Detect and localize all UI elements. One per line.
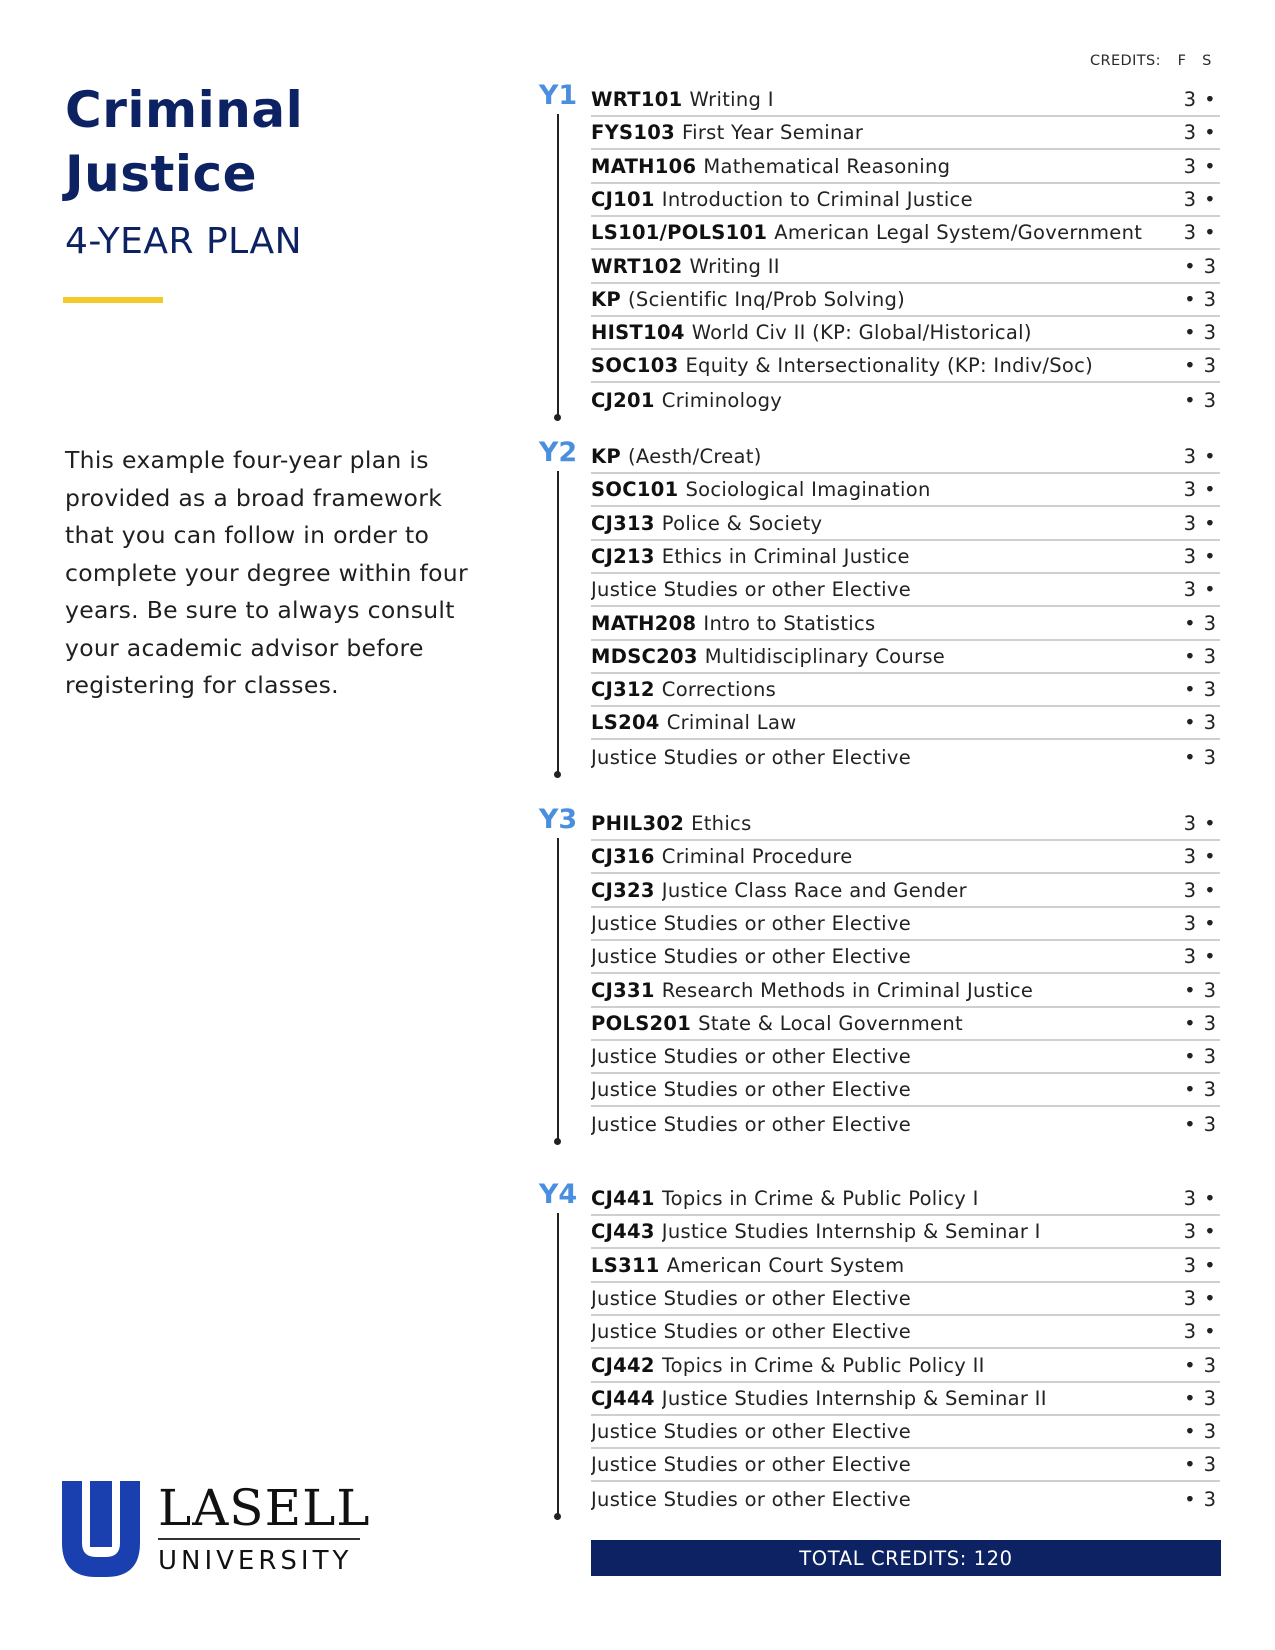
course-name: Sociological Imagination <box>685 478 931 502</box>
course-name: Criminology <box>661 388 783 412</box>
course-name: Topics in Crime & Public Policy I <box>661 1187 979 1210</box>
course-name: Justice Studies or other Elective <box>591 945 912 969</box>
course-row <box>591 317 1220 350</box>
spring-credits: • <box>1204 1220 1216 1244</box>
spring-credits: 3 <box>1203 1487 1217 1511</box>
course-row <box>591 707 1220 740</box>
timeline-line <box>557 838 559 1142</box>
page-subtitle: 4-YEAR PLAN <box>65 221 303 262</box>
spring-credits: • <box>1204 1253 1216 1277</box>
spring-credits: 3 <box>1203 388 1217 412</box>
spring-credits: 3 <box>1203 1078 1217 1102</box>
fall-credits: • <box>1184 611 1196 635</box>
course-code: PHIL302 <box>591 812 685 835</box>
course-name: Police & Society <box>661 511 823 535</box>
course-name: Justice Studies or other Elective <box>591 911 912 935</box>
course-name: American Legal System/Government <box>774 221 1143 245</box>
fall-credits: • <box>1184 678 1196 702</box>
course-code: CJ201 <box>591 388 655 412</box>
course-name: Research Methods in Criminal Justice <box>661 978 1034 1002</box>
course-code: CJ312 <box>591 678 655 702</box>
course-row <box>591 251 1220 284</box>
fall-credits: 3 <box>1183 88 1197 111</box>
course-code: WRT102 <box>591 254 683 278</box>
course-code: KP <box>591 287 622 311</box>
spring-credits: 3 <box>1203 1045 1217 1069</box>
course-code: CJ101 <box>591 187 655 211</box>
spring-credits: • <box>1204 1320 1216 1344</box>
fall-credits: • <box>1184 354 1196 378</box>
fall-credits: 3 <box>1183 945 1197 969</box>
course-row <box>591 941 1220 974</box>
course-row <box>591 975 1220 1008</box>
intro-paragraph: This example four-year plan is provided as a broad framework that you can follow in order to complete your degree within four years. Be sure to always consult your academic advisor before registering for classes. <box>65 446 468 699</box>
course-row <box>591 674 1220 707</box>
course-name: Justice Studies Internship & Seminar I <box>661 1220 1041 1244</box>
spring-credits: 3 <box>1203 611 1217 635</box>
course-row <box>591 608 1220 641</box>
course-row <box>591 1074 1220 1107</box>
credits-header <box>1090 53 1230 69</box>
fall-credits: 3 <box>1183 911 1197 935</box>
course-name: Justice Studies or other Elective <box>591 745 912 769</box>
course-name: Justice Studies or other Elective <box>591 1420 912 1444</box>
spring-credits: 3 <box>1203 254 1217 278</box>
course-row <box>591 808 1220 841</box>
spring-credits: 3 <box>1203 711 1217 735</box>
spring-credits: 3 <box>1203 678 1217 702</box>
course-code: MATH208 <box>591 611 697 635</box>
year-label: Y1 <box>538 80 578 111</box>
course-row <box>591 1383 1220 1416</box>
logo-subtext: UNIVERSITY <box>158 1546 353 1576</box>
spring-credits: 3 <box>1203 287 1217 311</box>
fall-credits: 3 <box>1183 221 1197 245</box>
course-name: State & Local Government <box>698 1011 963 1035</box>
spring-credits: 3 <box>1203 1112 1217 1136</box>
spring-credits: • <box>1204 187 1216 211</box>
course-row <box>591 474 1220 507</box>
course-row <box>591 1483 1220 1516</box>
course-row <box>591 151 1220 184</box>
course-row <box>591 841 1220 874</box>
fall-credits: 3 <box>1183 187 1197 211</box>
course-name: Justice Studies or other Elective <box>591 1320 912 1344</box>
course-code: SOC101 <box>591 478 679 502</box>
fall-credits: 3 <box>1183 478 1197 502</box>
spring-credits: • <box>1204 544 1216 568</box>
course-row <box>591 574 1220 607</box>
fall-credits: 3 <box>1183 445 1197 468</box>
course-name: Justice Studies or other Elective <box>591 578 912 602</box>
course-row <box>591 1108 1220 1141</box>
fall-credits: 3 <box>1183 121 1197 145</box>
spring-credits: • <box>1204 1286 1216 1310</box>
credits-label: CREDITS: <box>1090 53 1161 69</box>
course-name: Writing II <box>689 254 780 278</box>
spring-credits: 3 <box>1203 354 1217 378</box>
course-name: Intro to Statistics <box>703 611 876 635</box>
spring-credits: • <box>1204 88 1216 111</box>
fall-credits: • <box>1184 1045 1196 1069</box>
course-code: MATH106 <box>591 154 697 178</box>
spring-credits: • <box>1204 845 1216 869</box>
course-code: MDSC203 <box>591 644 698 668</box>
fall-credits: • <box>1184 1420 1196 1444</box>
timeline-line <box>557 114 559 418</box>
course-row <box>591 508 1220 541</box>
course-name: Ethics in Criminal Justice <box>661 544 910 568</box>
course-row <box>591 541 1220 574</box>
total-credits-bar: TOTAL CREDITS: 120 <box>591 1540 1221 1576</box>
course-name: Justice Studies or other Elective <box>591 1078 912 1102</box>
fall-credits: • <box>1184 321 1196 345</box>
spring-credits: 3 <box>1203 1353 1217 1377</box>
fall-credits: • <box>1184 1386 1196 1410</box>
year-label: Y3 <box>538 804 578 835</box>
fall-credits: • <box>1184 254 1196 278</box>
course-row <box>591 117 1220 150</box>
course-row <box>591 1216 1220 1249</box>
fall-credits: • <box>1184 388 1196 412</box>
fall-credits: • <box>1184 978 1196 1002</box>
course-name: Multidisciplinary Course <box>704 644 946 668</box>
course-name: (Scientific Inq/Prob Solving) <box>628 287 906 311</box>
course-code: CJ331 <box>591 978 655 1002</box>
course-name: Justice Studies Internship & Seminar II <box>661 1386 1047 1410</box>
logo-wordmark: LASELL <box>158 1479 371 1537</box>
course-row <box>591 350 1220 383</box>
course-code: WRT101 <box>591 88 683 111</box>
course-code: CJ444 <box>591 1386 655 1410</box>
course-code: CJ313 <box>591 511 655 535</box>
course-code: LS311 <box>591 1253 660 1277</box>
spring-credits: • <box>1204 221 1216 245</box>
course-row <box>591 184 1220 217</box>
spring-credits: 3 <box>1203 978 1217 1002</box>
course-row <box>591 1183 1220 1216</box>
spring-credits: 3 <box>1203 321 1217 345</box>
logo-divider <box>158 1538 360 1540</box>
course-row <box>591 384 1220 417</box>
course-row <box>591 741 1220 774</box>
course-code: SOC103 <box>591 354 679 378</box>
spring-credits: 3 <box>1203 745 1217 769</box>
course-code: CJ213 <box>591 544 655 568</box>
fall-credits: • <box>1184 1112 1196 1136</box>
spring-credits: • <box>1204 1187 1216 1210</box>
course-code: KP <box>591 445 622 468</box>
fall-credits: • <box>1184 287 1196 311</box>
fall-credits: 3 <box>1183 578 1197 602</box>
timeline-dot <box>554 414 561 421</box>
course-name: Equity & Intersectionality (KP: Indiv/Soc) <box>685 354 1094 378</box>
fall-credits: 3 <box>1183 1253 1197 1277</box>
course-row <box>591 217 1220 250</box>
course-code: CJ441 <box>591 1187 655 1210</box>
timeline-dot <box>554 1513 561 1520</box>
course-name: Writing I <box>689 88 774 111</box>
fall-credits: 3 <box>1183 878 1197 902</box>
course-name: (Aesth/Creat) <box>628 445 762 468</box>
course-name: Topics in Crime & Public Policy II <box>661 1353 985 1377</box>
course-code: LS101/POLS101 <box>591 221 768 245</box>
accent-divider <box>63 297 163 303</box>
spring-credits: • <box>1204 154 1216 178</box>
spring-credits: 3 <box>1203 1011 1217 1035</box>
fall-credits: • <box>1184 1011 1196 1035</box>
course-row <box>591 641 1220 674</box>
spring-credits: • <box>1204 511 1216 535</box>
course-name: Justice Studies or other Elective <box>591 1453 912 1477</box>
course-code: LS204 <box>591 711 660 735</box>
course-name: Mathematical Reasoning <box>703 154 951 178</box>
spring-credits: • <box>1204 812 1216 835</box>
course-row <box>591 1041 1220 1074</box>
course-row <box>591 284 1220 317</box>
course-code: CJ443 <box>591 1220 655 1244</box>
fall-credits: • <box>1184 1353 1196 1377</box>
course-row <box>591 1250 1220 1283</box>
course-name: Criminal Procedure <box>661 845 853 869</box>
course-row <box>591 1449 1220 1482</box>
page-title: Criminal Justice <box>65 81 304 203</box>
timeline-line <box>557 1213 559 1517</box>
course-code: FYS103 <box>591 121 675 145</box>
course-code: CJ442 <box>591 1353 655 1377</box>
fall-credits: • <box>1184 644 1196 668</box>
timeline-dot <box>554 771 561 778</box>
fall-credits: 3 <box>1183 1320 1197 1344</box>
spring-credits: • <box>1204 945 1216 969</box>
fall-credits: 3 <box>1183 1220 1197 1244</box>
spring-column-label: S <box>1202 53 1212 69</box>
spring-credits: • <box>1204 478 1216 502</box>
course-row <box>591 441 1220 474</box>
spring-credits: • <box>1204 121 1216 145</box>
fall-credits: 3 <box>1183 845 1197 869</box>
fall-credits: 3 <box>1183 812 1197 835</box>
course-name: Justice Studies or other Elective <box>591 1045 912 1069</box>
spring-credits: • <box>1204 878 1216 902</box>
timeline-dot <box>554 1138 561 1145</box>
course-row <box>591 1283 1220 1316</box>
course-name: American Court System <box>666 1253 905 1277</box>
spring-credits: 3 <box>1203 1453 1217 1477</box>
course-name: Justice Studies or other Elective <box>591 1286 912 1310</box>
course-name: Justice Studies or other Elective <box>591 1487 912 1511</box>
fall-column-label: F <box>1177 53 1187 69</box>
spring-credits: • <box>1204 911 1216 935</box>
course-row <box>591 875 1220 908</box>
fall-credits: 3 <box>1183 511 1197 535</box>
course-row <box>591 1316 1220 1349</box>
course-code: CJ323 <box>591 878 655 902</box>
course-name: Justice Class Race and Gender <box>661 878 967 902</box>
course-row <box>591 1350 1220 1383</box>
course-code: HIST104 <box>591 321 685 345</box>
course-row <box>591 84 1220 117</box>
spring-credits: 3 <box>1203 1420 1217 1444</box>
course-name: Criminal Law <box>666 711 797 735</box>
year-label: Y2 <box>538 437 578 468</box>
course-code: CJ316 <box>591 845 655 869</box>
course-name: Corrections <box>661 678 777 702</box>
spring-credits: • <box>1204 578 1216 602</box>
timeline-line <box>557 471 559 775</box>
course-row <box>591 1008 1220 1041</box>
lasell-logo-icon <box>62 1481 140 1577</box>
fall-credits: 3 <box>1183 544 1197 568</box>
fall-credits: 3 <box>1183 1286 1197 1310</box>
spring-credits: 3 <box>1203 1386 1217 1410</box>
course-row <box>591 1416 1220 1449</box>
year-label: Y4 <box>538 1179 578 1210</box>
course-name: Ethics <box>691 812 752 835</box>
fall-credits: • <box>1184 745 1196 769</box>
fall-credits: 3 <box>1183 1187 1197 1210</box>
fall-credits: • <box>1184 1487 1196 1511</box>
spring-credits: • <box>1204 445 1216 468</box>
spring-credits: 3 <box>1203 644 1217 668</box>
course-name: World Civ II (KP: Global/Historical) <box>691 321 1032 345</box>
fall-credits: • <box>1184 711 1196 735</box>
fall-credits: 3 <box>1183 154 1197 178</box>
course-code: POLS201 <box>591 1011 692 1035</box>
course-name: Introduction to Criminal Justice <box>661 187 973 211</box>
fall-credits: • <box>1184 1453 1196 1477</box>
course-name: First Year Seminar <box>682 121 864 145</box>
course-row <box>591 908 1220 941</box>
course-name: Justice Studies or other Elective <box>591 1112 912 1136</box>
fall-credits: • <box>1184 1078 1196 1102</box>
